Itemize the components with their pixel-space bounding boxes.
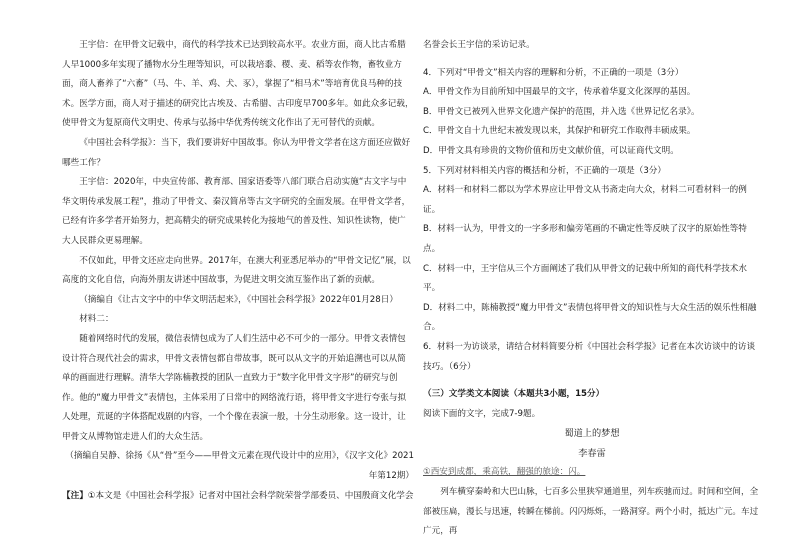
question-5: 5．下列对材料相关内容的概括和分析，不正确的一项是（3分） <box>423 165 666 176</box>
question-4-option-d: D．甲骨文具有珍贵的文物价值和历史文献价值，可以证商代文明。 <box>423 145 679 156</box>
left-paragraph-2: 《中国社会科学报》：当下，我们要讲好中国故事。你认为甲骨文学者在这方面还应做好哪些工作？ <box>62 137 411 168</box>
story-title: 蜀道上的梦想 <box>564 428 620 440</box>
instruction: 阅读下面的文字，完成7-9题。 <box>423 408 541 419</box>
question-5-option-a: A．材料一和材料二都以为学术界应让甲骨文从书斋走向大众，材料二可看材料一的例证。 <box>423 185 747 215</box>
footnote-label: 【注】 <box>62 490 88 501</box>
question-4-option-b: B．甲骨文已被列入世界文化遗产保护的范围，并入选《世界记忆名录》。 <box>423 106 700 117</box>
left-paragraph-5: 随着网络时代的发展，微信表情包成为了人们生活中必不可少的一部分。甲骨文表情包设计符合现代社会的需求，甲骨文表情包都自带故事，既可以从文字的开始追溯也可以从简单的画面进行理解。清华大学陈楠教授的团队一直致力于“数字化甲骨文字形”的研究与创作。他的“魔力甲骨文”表情包，主体采用了日常中的网络流行语，将甲骨文字进行夸张与拟人处理，荒诞的字体搭配戏剧的内容，一个个像在表演一般，十分生动形象。这一设计，让甲骨文从博物馆走进人们的大众生活。 <box>62 333 407 442</box>
footnote <box>62 487 414 507</box>
right-column <box>423 36 761 542</box>
question-4-option-c: C．甲骨文自十九世纪末被发现以来，其保护和研究工作取得丰硕成果。 <box>423 126 696 137</box>
story-subheading: ①西安到成都，乘高铁，翻强的旅途：闪。 <box>423 467 586 478</box>
source-citation-1: （摘编自《让古文字中的中华文明活起来》，《中国社会科学报》2022年01月28日） <box>79 294 398 305</box>
question-5-option-d: D．材料二中，陈楠教授“魔力甲骨文”表情包将甲骨文的知识性与大众生活的娱乐性相融合。 <box>423 302 757 333</box>
question-5-option-b: B．材料一认为，甲骨文的一字多形和偏旁笔画的不确定性等反映了汉字的原始性等特点。 <box>423 224 747 254</box>
material-two-heading: 材料二： <box>79 314 114 325</box>
story-author: 李春雷 <box>578 447 606 459</box>
left-paragraph-1: 王宇信：在甲骨文记载中，商代的科学技术已达到较高水平。农业方面，商人比古希腊人早1000多年实现了播物水分生理等知识，可以栽培黍、稷、麦、稻等农作物，畜牧业方面，商人畜养了“六畜”（马、牛、羊、鸡、犬、豕），掌握了“相马术”等培育优良马种的技术。医学方面，商人对于描述的研究比古埃及、古希腊、古印度早700多年。如此众多记载，使甲骨文为复原商代文明史、传承与弘扬中华优秀传统文化作出了无可替代的贡献。 <box>62 40 414 129</box>
left-paragraph-4: 不仅如此，甲骨文还应走向世界。2017年，在澳大利亚悉尼举办的“甲骨文记忆”展，以高度的文化自信，向海外朋友讲述中国故事，为促进文明交流互鉴作出了新的贡献。 <box>62 255 411 286</box>
left-paragraph-3: 王宇信：2020年，中央宣传部、教育部、国家语委等八部门联合启动实施“古文字与中华文明传承发展工程”，推动了甲骨文、秦汉简帛等古文字研究的全面发展。在甲骨文学者，已经有许多学者开始努力，把高精尖的研究成果转化为接地气的普及性、知识性读物，使广大人民群众更易理解。 <box>62 177 411 246</box>
question-5-option-c: C．材料一中，王宇信从三个方面阐述了我们从甲骨文的记载中所知的商代科学技术水平。 <box>423 263 747 294</box>
story-paragraph-1: 列车横穿秦岭和大巴山脉，七百多公里狭窄通道里，列车疾驰而过。时间和空间，全部被压扁，漫长与迅速，转瞬在梯前。闪闪烁烁，一路洞穿。两个小时，抵达广元。车过广元，再 <box>423 487 759 537</box>
left-column <box>62 36 414 506</box>
source-citation-2: （摘编自吴静、徐扬《从“骨”至今——甲骨文元素在现代设计中的应用》，《汉字文化》2021年第12期） <box>65 451 414 482</box>
continued-note: 名誉会长王宇信的采访记录。 <box>423 40 535 50</box>
section-heading: （三）文学类文本阅读（本题共3小题，15分） <box>423 389 605 400</box>
question-4-option-a: A．甲骨文作为目前所知中国最早的文字，传承着华夏文化深厚的基因。 <box>423 87 696 98</box>
footnote-text: ①本文是《中国社会科学报》记者对中国社会科学院荣誉学部委员、中国殷商文化学会 <box>87 490 414 501</box>
question-6: 6．材料一为访谈录，请结合材料简要分析《中国社会科学报》记者在本次访谈中的访谈技巧。（6分） <box>423 341 756 372</box>
question-4: 4．下列对“甲骨文”相关内容的理解和分析，不正确的一项是（3分） <box>423 67 684 78</box>
